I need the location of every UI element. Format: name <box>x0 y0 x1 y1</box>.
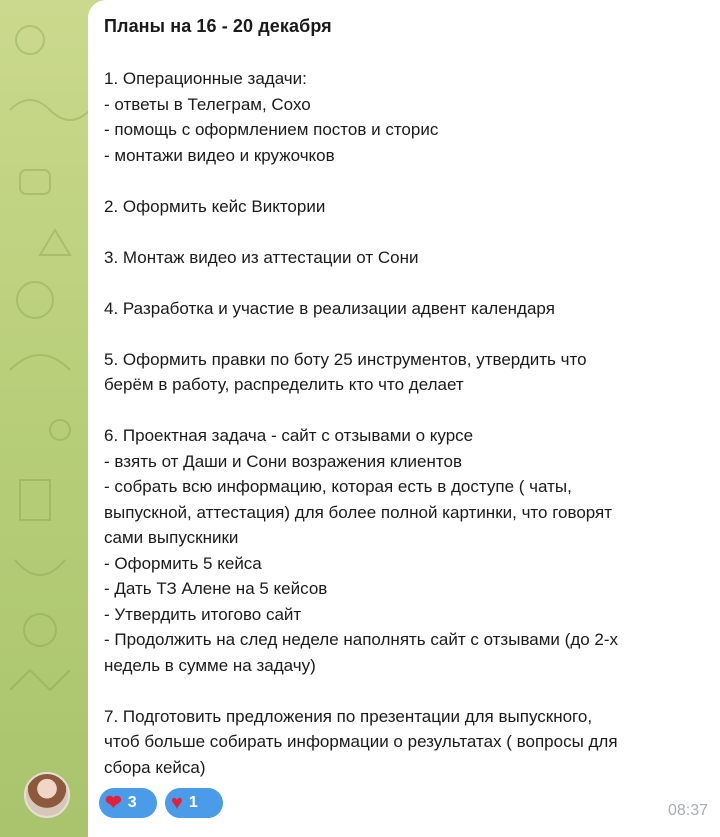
message-line: 4. Разработка и участие в реализации адвент календаря <box>104 298 555 318</box>
message-line: берём в работу, распределить кто что делает <box>104 375 464 394</box>
message-line: 5. Оформить правки по боту 25 инструментов, утвердить что <box>104 349 587 369</box>
message-line: - монтажи видео и кружочков <box>104 145 335 165</box>
message-line: 6. Проектная задача - сайт с отзывами о курсе <box>104 426 474 445</box>
blank-line <box>104 321 704 347</box>
heart-icon: ♥ <box>171 792 183 814</box>
background-doodles <box>0 0 100 837</box>
message-line: чтоб больше собирать информации о результатах ( вопросы для <box>104 732 618 751</box>
message-title: Планы на 16 - 20 декабря <box>104 16 332 36</box>
message-line: - Дать ТЗ Алене на 5 кейсов <box>104 579 328 598</box>
blank-line <box>104 270 704 296</box>
message-line: сбора кейса) <box>104 757 206 777</box>
message-line: 7. Подготовить предложения по презентации для выпускного, <box>104 706 593 726</box>
blank-line <box>104 678 704 704</box>
reaction-heart[interactable] <box>165 788 223 818</box>
blank-line <box>104 398 704 424</box>
message-line: недель в сумме на задачу) <box>104 655 316 675</box>
message-line: - Утвердить итогово сайт <box>104 604 302 624</box>
sender-avatar[interactable] <box>24 772 70 818</box>
message-line: - Оформить 5 кейса <box>104 553 262 573</box>
blank-line <box>104 219 704 245</box>
message-line: - Продолжить на след неделе наполнять сайт с отзывами (до 2-х <box>104 630 619 649</box>
blank-line <box>104 168 704 194</box>
reaction-heart-on-fire[interactable] <box>99 788 157 818</box>
message-line: выпускной, аттестация) для более полной картинки, что говорят <box>104 502 613 522</box>
reaction-count: 1 <box>188 794 198 811</box>
message-body <box>104 66 704 780</box>
message-timestamp: 08:37 <box>667 802 708 819</box>
message-line: сами выпускники <box>104 528 239 547</box>
message-line: - собрать всю информацию, которая есть в доступе ( чаты, <box>104 477 572 496</box>
message-line: 3. Монтаж видео из аттестации от Сони <box>104 247 419 267</box>
message-line: - взять от Даши и Сони возражения клиентов <box>104 451 462 471</box>
reaction-count: 3 <box>127 794 137 811</box>
message-line: 1. Операционные задачи: <box>104 69 307 88</box>
message-line: 2. Оформить кейс Виктории <box>104 196 326 216</box>
message-line: - ответы в Телеграм, Сохо <box>104 94 311 114</box>
reactions-bar <box>99 788 223 818</box>
message-line: - помощь с оформлением постов и сторис <box>104 120 439 139</box>
heart-on-fire-icon: ❤ <box>105 792 122 814</box>
